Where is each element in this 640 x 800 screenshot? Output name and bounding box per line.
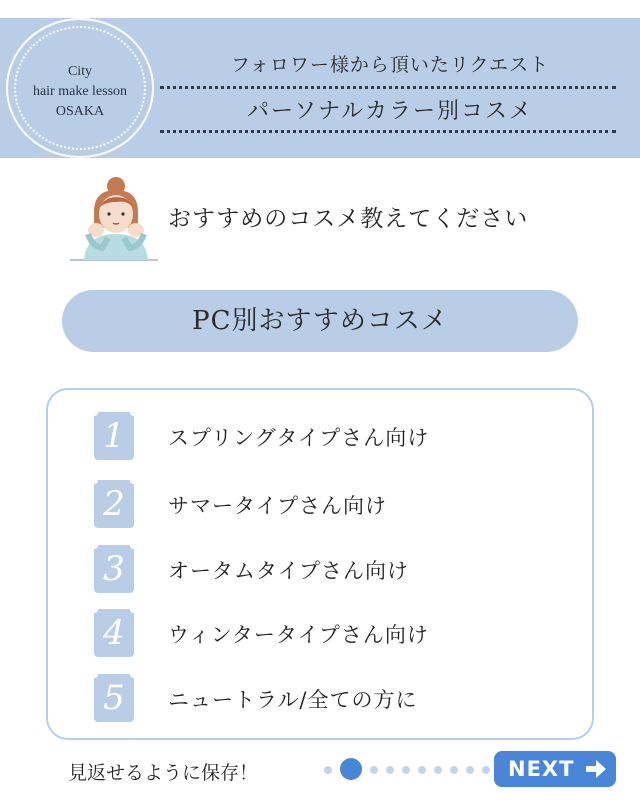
page-dot[interactable] — [324, 766, 332, 774]
recommendation-list-card — [46, 388, 594, 740]
list-item-label: サマータイプさん向け — [168, 494, 387, 518]
logo-line-osaka: OSAKA — [55, 104, 105, 119]
list-item-label: ニュートラル/全ての方に — [168, 688, 418, 712]
list-item[interactable] — [48, 545, 592, 595]
save-hint-text: 見返せるように保存！ — [68, 762, 259, 784]
number-badge: 3 — [94, 545, 134, 593]
page-dot[interactable] — [482, 766, 490, 774]
page-dot[interactable] — [370, 766, 378, 774]
next-button-label: NEXT — [508, 757, 575, 781]
list-item[interactable] — [48, 609, 592, 659]
number-badge: 2 — [94, 480, 134, 528]
logo-line-lesson: hair make lesson — [32, 84, 128, 99]
question-text: おすすめのコスメ教えてください — [168, 206, 529, 232]
list-item[interactable] — [48, 674, 592, 724]
number-badge: 1 — [94, 412, 134, 460]
arrow-right-icon — [586, 760, 606, 778]
brand-logo — [6, 18, 154, 158]
page-dot[interactable] — [434, 766, 442, 774]
number-badge: 4 — [94, 609, 134, 657]
list-item-label: オータムタイプさん向け — [168, 559, 409, 583]
page-dot-active[interactable] — [340, 758, 362, 780]
list-item-label: ウィンタータイプさん向け — [168, 623, 429, 647]
header-subtitle: パーソナルカラー別コスメ — [246, 99, 534, 124]
page-dot[interactable] — [450, 766, 458, 774]
header-divider — [160, 86, 616, 89]
list-item-label: スプリングタイプさん向け — [168, 426, 430, 450]
next-button[interactable] — [494, 751, 616, 787]
list-item[interactable] — [48, 412, 592, 462]
logo-line-city: City — [67, 64, 93, 79]
list-item[interactable] — [48, 480, 592, 530]
logo-text — [8, 62, 152, 122]
number-badge: 5 — [94, 674, 134, 722]
thinking-girl-illustration — [68, 172, 160, 264]
page-dot[interactable] — [386, 766, 394, 774]
page-dot[interactable] — [418, 766, 426, 774]
header-title: フォロワー様から頂いたリクエスト — [230, 54, 550, 76]
page-indicator[interactable] — [324, 758, 484, 780]
section-title-pill: PC別おすすめコスメ — [62, 290, 578, 352]
page-dot[interactable] — [466, 766, 474, 774]
page-dot[interactable] — [402, 766, 410, 774]
header-divider-bottom — [160, 130, 616, 133]
